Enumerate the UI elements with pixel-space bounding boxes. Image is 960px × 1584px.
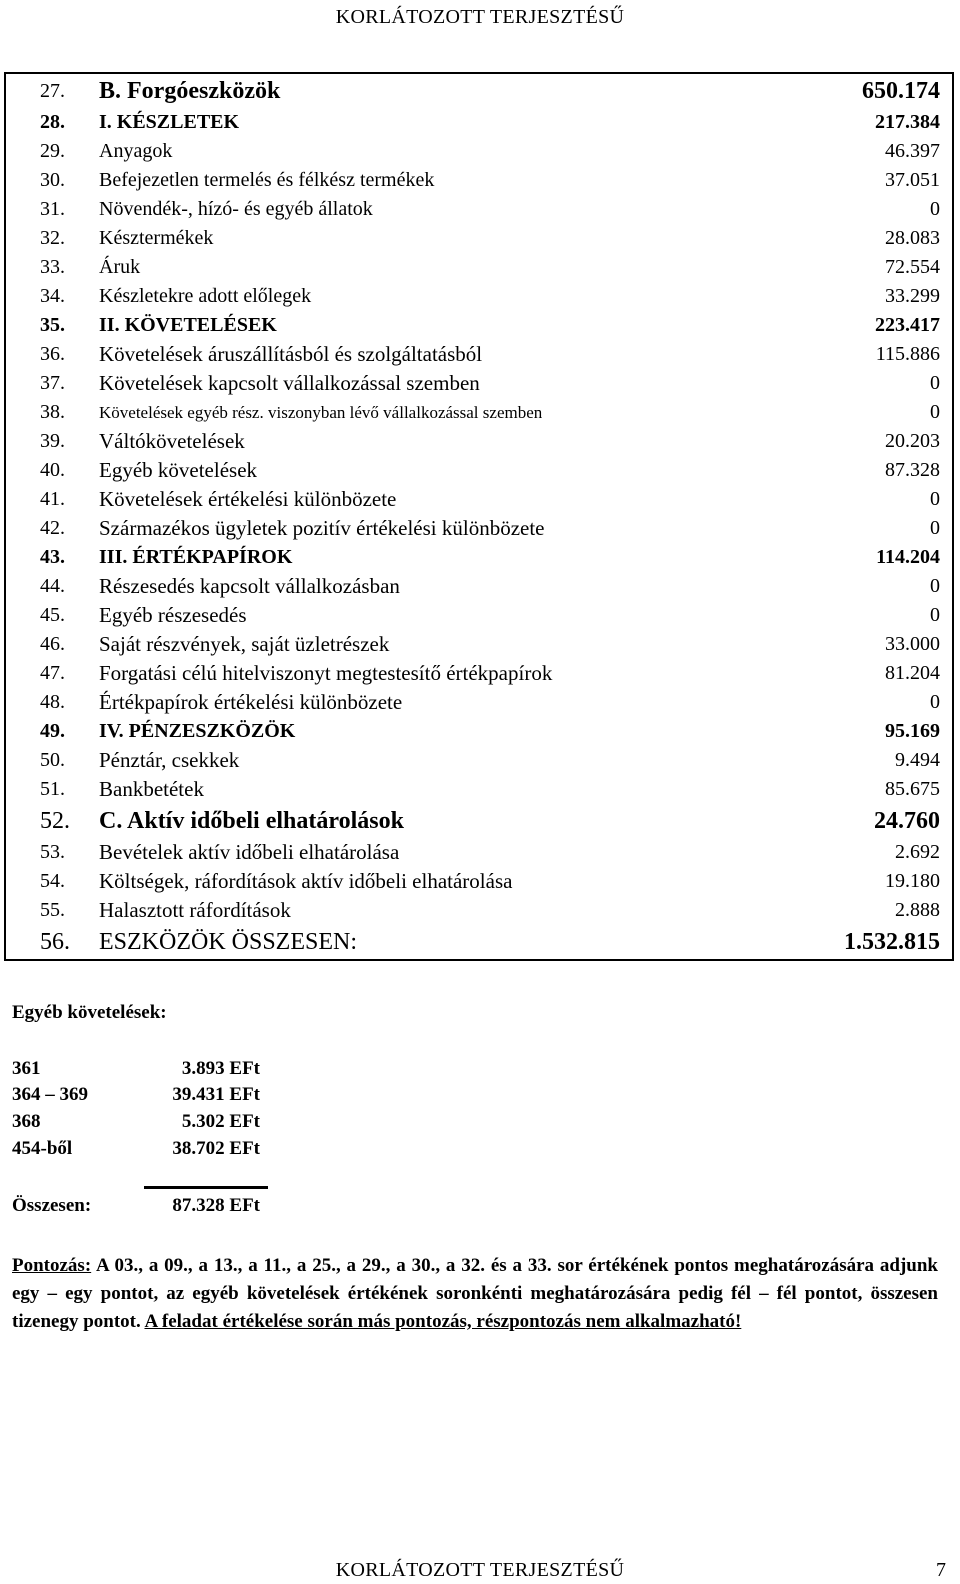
row-value: 85.675 [885, 778, 940, 800]
table-row [5, 137, 953, 166]
row-value: 33.299 [885, 285, 940, 307]
row-label: Egyéb követelések [99, 458, 258, 482]
scoring-emphasis: A feladat értékelése során más pontozás, részpontozás nem alkalmazható! [144, 1311, 742, 1332]
row-value: 33.000 [885, 633, 940, 655]
row-value: 19.180 [885, 870, 940, 892]
row-number: 49. [40, 720, 65, 742]
row-number: 50. [40, 749, 65, 771]
row-number: 48. [40, 691, 65, 713]
table-row [5, 896, 953, 925]
account-number: 368 [12, 1111, 41, 1132]
table-row [5, 427, 953, 456]
row-label: Anyagok [99, 140, 173, 162]
row-number: 47. [40, 662, 65, 684]
table-row [5, 108, 953, 137]
row-number: 45. [40, 604, 65, 626]
row-label: Egyéb részesedés [99, 603, 247, 627]
row-label: Készletekre adott előlegek [99, 285, 312, 307]
account-number: 364 – 369 [12, 1084, 88, 1105]
row-value: 0 [930, 604, 940, 626]
table-row [5, 456, 953, 485]
row-label: Követelések egyéb rész. viszonyban lévő vállalkozással szemben [99, 403, 543, 422]
row-label: C. Aktív időbeli elhatárolások [99, 807, 404, 834]
row-value: 114.204 [876, 546, 940, 568]
account-amount: 3.893 EFt [181, 1058, 260, 1079]
row-number: 27. [40, 79, 65, 102]
account-amount: 5.302 EFt [181, 1111, 260, 1132]
row-value: 223.417 [875, 314, 940, 336]
row-number: 34. [40, 285, 65, 307]
row-number: 56. [40, 928, 70, 955]
row-value: 37.051 [885, 169, 940, 191]
table-row [5, 775, 953, 804]
table-row [5, 73, 953, 108]
row-label: Forgatási célú hitelviszonyt megtestesítő értékpapírok [99, 661, 553, 685]
scoring-paragraph [12, 1252, 938, 1336]
row-label: IV. PÉNZESZKÖZÖK [99, 720, 296, 742]
row-label: Növendék-, hízó- és egyéb állatok [99, 198, 373, 220]
row-value: 0 [930, 575, 940, 597]
table-row [5, 340, 953, 369]
row-number: 33. [40, 256, 65, 278]
scoring-label: Pontozás: [12, 1255, 92, 1276]
balance-sheet-table [4, 72, 954, 961]
row-value: 0 [930, 198, 940, 220]
row-label: Követelések kapcsolt vállalkozással szemben [99, 371, 480, 395]
row-number: 30. [40, 169, 65, 191]
row-value: 46.397 [885, 140, 940, 162]
row-value: 0 [930, 401, 940, 423]
table-row [5, 166, 953, 195]
row-number: 43. [40, 546, 65, 568]
table-row [5, 838, 953, 867]
table-row [5, 282, 953, 311]
total-label: Összesen: [12, 1195, 92, 1216]
row-value: 9.494 [895, 749, 940, 771]
table-row [5, 717, 953, 746]
row-label: Váltókövetelések [99, 429, 245, 453]
other-receivables-title: Egyéb követelések: [12, 1002, 167, 1023]
page-footer: KORLÁTOZOTT TERJESZTÉSŰ [335, 1559, 625, 1581]
row-label: III. ÉRTÉKPAPÍROK [99, 546, 293, 568]
row-label: Bevételek aktív időbeli elhatárolása [99, 840, 400, 864]
row-number: 55. [40, 899, 65, 921]
table-row [5, 195, 953, 224]
row-number: 41. [40, 488, 65, 510]
row-value: 28.083 [885, 227, 940, 249]
row-value: 72.554 [885, 256, 940, 278]
table-row [5, 746, 953, 775]
row-number: 38. [40, 401, 65, 423]
row-number: 53. [40, 841, 65, 863]
table-row [5, 572, 953, 601]
account-amount: 39.431 EFt [172, 1084, 260, 1105]
row-value: 0 [930, 691, 940, 713]
row-label: ESZKÖZÖK ÖSSZESEN: [99, 928, 358, 955]
row-number: 40. [40, 459, 65, 481]
row-value: 0 [930, 488, 940, 510]
row-number: 29. [40, 140, 65, 162]
account-amount: 38.702 EFt [172, 1138, 260, 1159]
table-row [5, 253, 953, 282]
row-label: Befejezetlen termelés és félkész termékek [99, 169, 435, 191]
row-value: 650.174 [862, 77, 940, 104]
row-number: 37. [40, 372, 65, 394]
total-amount: 87.328 EFt [172, 1195, 260, 1216]
row-value: 20.203 [885, 430, 940, 452]
row-label: Származékos ügyletek pozitív értékelési különbözete [99, 516, 545, 540]
account-number: 361 [12, 1058, 41, 1079]
row-label: II. KÖVETELÉSEK [99, 314, 277, 336]
row-number: 51. [40, 778, 65, 800]
row-number: 54. [40, 870, 65, 892]
row-value: 115.886 [875, 343, 940, 365]
row-label: Követelések áruszállításból és szolgáltatásból [99, 342, 483, 366]
row-value: 95.169 [885, 720, 940, 742]
row-number: 35. [40, 314, 65, 336]
table-row [5, 485, 953, 514]
row-label: Részesedés kapcsolt vállalkozásban [99, 574, 400, 598]
row-value: 0 [930, 517, 940, 539]
table-row [5, 514, 953, 543]
row-label: I. KÉSZLETEK [99, 111, 240, 133]
scoring-text: A 03., a 09., a 13., a 11., a 25., a 29., a 30., a 32. és a 33. sor értékének pontos meghatározására adjunk egy – egy pontot, az egyéb követelések értékének soronkénti meghatározására pedig fél – fél pontot, összesen tizenegy pontot. [12, 1255, 938, 1332]
row-label: Pénztár, csekkek [99, 748, 240, 772]
row-label: Költségek, ráfordítások aktív időbeli elhatárolása [99, 869, 513, 893]
row-label: Értékpapírok értékelési különbözete [99, 690, 403, 714]
table-row [5, 630, 953, 659]
table-row [5, 311, 953, 340]
account-number: 454-ből [12, 1138, 73, 1159]
row-number: 52. [40, 807, 70, 834]
sum-divider-line [144, 1186, 268, 1189]
row-number: 44. [40, 575, 65, 597]
row-number: 39. [40, 430, 65, 452]
table-row [5, 543, 953, 572]
table-row [5, 867, 953, 896]
row-number: 46. [40, 633, 65, 655]
row-value: 2.692 [895, 841, 940, 863]
row-label: Késztermékek [99, 227, 214, 249]
row-value: 0 [930, 372, 940, 394]
table-row [5, 224, 953, 253]
row-label: Halasztott ráfordítások [99, 898, 291, 922]
row-number: 36. [40, 343, 65, 365]
table-row [5, 601, 953, 630]
table-row [5, 659, 953, 688]
row-label: Követelések értékelési különbözete [99, 487, 397, 511]
row-label: Saját részvények, saját üzletrészek [99, 632, 390, 656]
row-value: 81.204 [885, 662, 940, 684]
page-number: 7 [936, 1559, 946, 1581]
row-value: 1.532.815 [844, 928, 940, 955]
row-value: 2.888 [895, 899, 940, 921]
table-row [5, 398, 953, 427]
row-value: 87.328 [885, 459, 940, 481]
page-header: KORLÁTOZOTT TERJESZTÉSŰ [335, 6, 625, 28]
row-number: 31. [40, 198, 65, 220]
row-label: B. Forgóeszközök [99, 77, 281, 104]
row-label: Bankbetétek [99, 777, 204, 801]
row-number: 32. [40, 227, 65, 249]
row-number: 42. [40, 517, 65, 539]
table-row [5, 925, 953, 960]
table-row [5, 804, 953, 838]
row-value: 24.760 [874, 807, 940, 834]
row-number: 28. [40, 111, 65, 133]
table-row [5, 369, 953, 398]
row-value: 217.384 [875, 111, 940, 133]
table-row [5, 688, 953, 717]
row-label: Áruk [99, 256, 141, 278]
